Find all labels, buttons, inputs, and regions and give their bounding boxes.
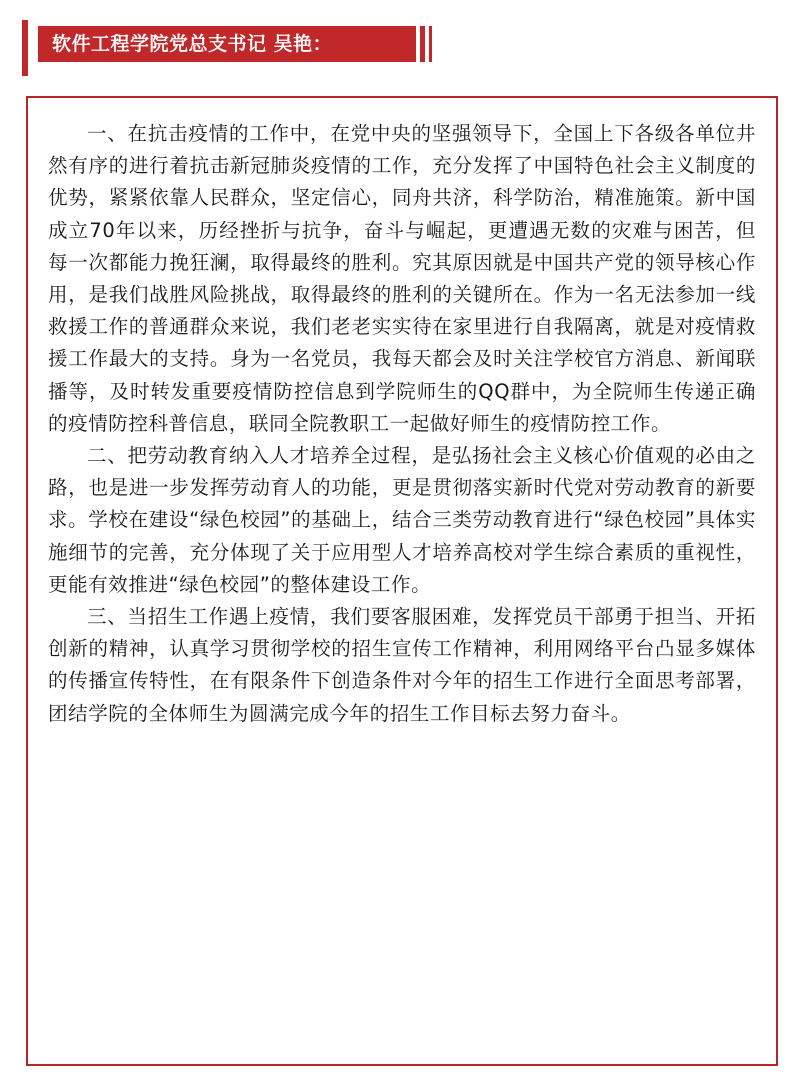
article-box bbox=[26, 96, 778, 1066]
header-banner: 软件工程学院党总支书记 吴艳： bbox=[38, 26, 416, 62]
paragraph-2: 二、把劳动教育纳入人才培养全过程，是弘扬社会主义核心价值观的必由之路，也是进一步发挥劳动育人的功能，更是贯彻落实新时代党对劳动教育的新要求。学校在建设“绿色校园”的基础上，结合三类劳动教育进行“绿色校园”具体实施细节的完善，充分体现了关于应用型人才培养高校对学生综合素质的重视性，更能有效推进“绿色校园”的整体建设工作。 bbox=[48, 444, 756, 596]
header-decor-bar bbox=[420, 26, 425, 62]
paragraph-3: 三、当招生工作遇上疫情，我们要客服困难，发挥党员干部勇于担当、开拓创新的精神，认真学习贯彻学校的招生宣传工作精神，利用网络平台凸显多媒体的传播宣传特性，在有限条件下创造条件对今年的招生工作进行全面思考部署，团结学院的全体师生为圆满完成今年的招生工作目标去努力奋斗。 bbox=[48, 605, 756, 725]
header-accent-stripe bbox=[22, 20, 28, 76]
paragraph-1: 一、在抗击疫情的工作中，在党中央的坚强领导下，全国上下各级各单位井然有序的进行着抗击新冠肺炎疫情的工作，充分发挥了中国特色社会主义制度的优势，紧紧依靠人民群众，坚定信心，同舟共济，科学防治，精准施策。新中国成立70年以来，历经挫折与抗争，奋斗与崛起，更遭遇无数的灾难与困苦，但每一次都能力挽狂澜，取得最终的胜利。究其原因就是中国共产党的领导核心作用，是我们战胜风险挑战，取得最终的胜利的关键所在。作为一名无法参加一线救援工作的普通群众来说，我们老老实实待在家里进行自我隔离，就是对疫情救援工作最大的支持。身为一名党员，我每天都会及时关注学校官方消息、新闻联播等，及时转发重要疫情防控信息到学院师生的QQ群中，为全院师生传递正确的疫情防控科普信息，联同全院教职工一起做好师生的疫情防控工作。 bbox=[48, 122, 756, 435]
header-decor-bar bbox=[429, 26, 432, 62]
